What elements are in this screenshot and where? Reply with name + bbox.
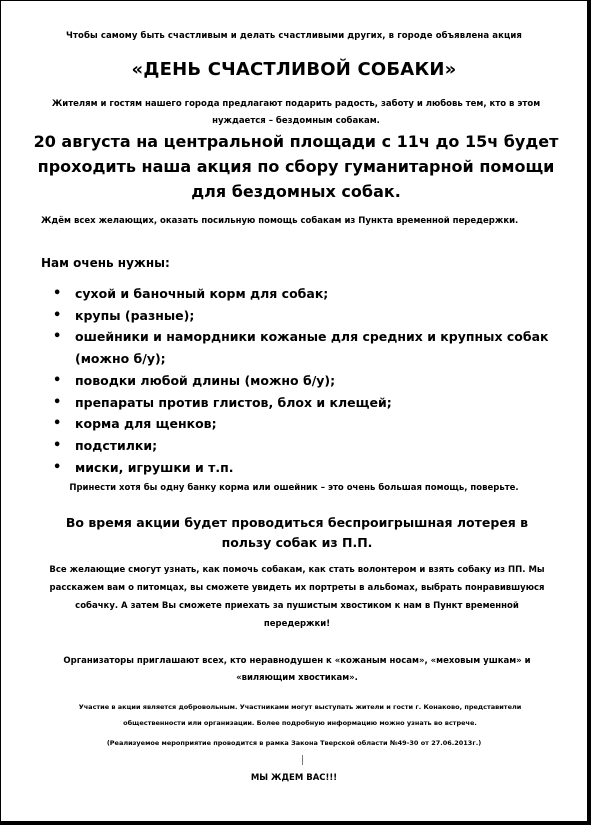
lottery-announcement: Во время акции будет проводиться беспроигрышная лотерея в пользу собак из П.П. [65, 515, 529, 550]
bullet-icon: • [53, 416, 62, 432]
needs-list-item [49, 392, 557, 414]
needs-item-text: крупы (разные); [75, 307, 195, 323]
needs-list-item [49, 283, 557, 305]
event-announcement: 20 августа на центральной площади с 11ч до 15ч будет проходить наша акция по сбору гуманитарной помощи для бездомных собак. [33, 132, 559, 201]
organizers-invitation: Организаторы приглашают всех, кто неравнодушен к «кожаным носам», «меховым ушкам» и «виляющим хвостикам». [63, 656, 531, 683]
needs-list [49, 283, 557, 478]
bullet-icon: • [53, 459, 62, 475]
participation-note: Участие в акции является добровольным. Участниками могут выступать жители и гости г. Конаково, представители общественности или организации. Более подробную информацию можно узнать во встрече. [78, 703, 522, 727]
needs-item-text: корма для щенков; [75, 416, 217, 432]
intro-text: Чтобы самому быть счастливым и делать счастливыми других, в городе объявлена акция [66, 31, 522, 41]
bring-note: Принести хотя бы одну банку корма или ошейник – это очень большая помощь, поверьте. [69, 483, 519, 493]
volunteer-info: Все желающие смогут узнать, как помочь собакам, как стать волонтером и взять собаку из ПП. Мы расскажем вам о питомцах, вы сможете увидеть их портреты в альбомах, выбрать понравившуюся собачку. А затем Вы сможете приехать за пушистым хвостиком к нам в Пункт временной передержки! [49, 565, 545, 629]
needs-list-item [49, 370, 557, 392]
flyer-subtitle: Жителям и гостям нашего города предлагают подарить радость, заботу и любовь тем, кто в этом нуждается – бездомным собакам. [51, 99, 541, 126]
needs-list-item [49, 435, 557, 457]
needs-item-text: миски, игрушки и т.п. [75, 459, 234, 475]
needs-item-text: поводки любой длины (можно б/у); [75, 372, 336, 388]
needs-list-item [49, 457, 557, 479]
invite-text: Ждём всех желающих, оказать посильную помощь собакам из Пункта временной передержки. [41, 216, 519, 226]
needs-list-item [49, 413, 557, 435]
flyer-title: «ДЕНЬ СЧАСТЛИВОЙ СОБАКИ» [131, 59, 457, 80]
law-note: (Реализуемое мероприятие проводится в рамка Закона Тверской области №49-30 от 27.06.2013г.) [106, 739, 482, 747]
needs-item-text: препараты против глистов, блох и клещей; [75, 394, 392, 410]
bullet-icon: • [53, 329, 62, 345]
bullet-icon: • [53, 394, 62, 410]
bullet-icon: • [53, 286, 62, 301]
text-cursor-mark [302, 755, 303, 765]
needs-list-item [49, 326, 557, 369]
closing-text: МЫ ЖДЕМ ВАС!!! [250, 773, 338, 783]
bullet-icon: • [53, 372, 62, 388]
needs-list-item [49, 305, 557, 327]
needs-heading: Нам очень нужны: [41, 256, 170, 270]
needs-item-text: сухой и баночный корм для собак; [75, 286, 329, 301]
needs-item-text: подстилки; [75, 437, 158, 453]
needs-item-text: ошейники и намордники кожаные для средних и крупных собак (можно б/у); [75, 329, 549, 367]
bullet-icon: • [53, 437, 62, 453]
bullet-icon: • [53, 307, 62, 323]
